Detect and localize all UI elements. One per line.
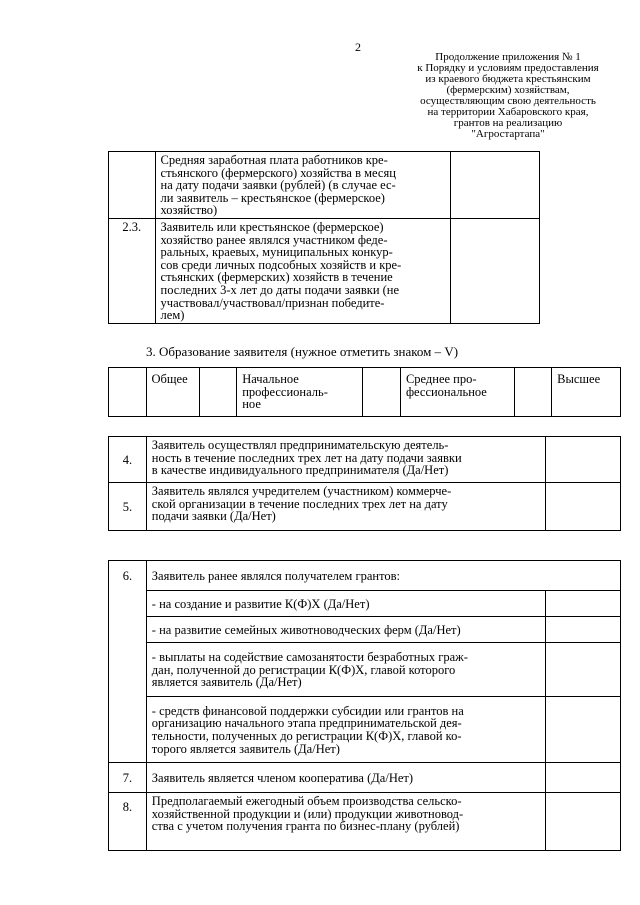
grant-item: - средств финансовой поддержки субсидии или грантов на организацию начального этапа предпринимательской дея- тельности, полученных до регистрации К(Ф)Х, главой ко- торого является заявитель (Да/Нет)	[146, 697, 546, 763]
option-secondary-vocational: Среднее про- фессиональное	[400, 368, 514, 417]
row-number: 4.	[109, 437, 147, 483]
grant-item: - на развитие семейных животноводческих ферм (Да/Нет)	[146, 617, 546, 643]
table-row	[109, 763, 621, 793]
table-row	[109, 437, 621, 483]
header-line: Продолжение приложения № 1	[435, 51, 581, 63]
table-row	[109, 591, 621, 617]
grants-question-title: Заявитель ранее являлся получателем грантов:	[146, 561, 620, 591]
header-line: осуществляющим свою деятельность	[420, 95, 596, 107]
option-primary-vocational: Начальное профессиональ- ное	[237, 368, 363, 417]
header-line: грантов на реализацию	[453, 117, 563, 129]
table-row	[109, 643, 621, 697]
education-table	[108, 367, 621, 417]
answer-cell[interactable]	[546, 697, 621, 763]
row-text: Заявитель осуществлял предпринимательскую деятель- ность в течение последних трех лет на дату подачи заявки в качестве индивидуального предпринимателя (Да/Нет)	[146, 437, 546, 483]
page-number: 2	[355, 40, 361, 54]
header-line: (фермерским) хозяйствам,	[446, 84, 570, 96]
row-text: Предполагаемый ежегодный объем производства сельско- хозяйственной продукции и (или) продукции животновод- ства с учетом получения гранта по бизнес-плану (рублей)	[146, 793, 546, 851]
table-row	[109, 793, 621, 851]
mark-cell[interactable]	[109, 368, 147, 417]
answer-cell[interactable]	[546, 483, 621, 531]
option-higher: Высшее	[552, 368, 621, 417]
row-number: 6.	[109, 561, 147, 763]
table-row	[109, 617, 621, 643]
answer-cell[interactable]	[546, 617, 621, 643]
row-text: Заявитель являлся учредителем (участником) коммерче- ской организации в течение последних трех лет на дату подачи заявки (Да/Нет)	[146, 483, 546, 531]
table-row	[109, 152, 540, 219]
answer-cell[interactable]	[546, 793, 621, 851]
header-line: "Агростартапа"	[471, 128, 545, 140]
row-text: Заявитель или крестьянское (фермерское) хозяйство ранее являлся участником феде- ральных, краевых, муниципальных конкур- сов среди личных подсобных хозяйств и кре- стьянских (фермерских) хозяйств в течение последних 3-х лет до даты подачи заявки (не участвовал/участвовал/признан победите- лем)	[155, 218, 451, 323]
grant-item: - выплаты на содействие самозанятости безработных граж- дан, полученной до регистрации К(Ф)Х, главой которого является заявитель (Да/Нет)	[146, 643, 546, 697]
row-text: Средняя заработная плата работников кре- стьянского (фермерского) хозяйства в месяц на дату подачи заявки (рублей) (в случае ес- ли заявитель – крестьянское (фермерское) хозяйство)	[155, 152, 451, 219]
grant-item: - на создание и развитие К(Ф)Х (Да/Нет)	[146, 591, 546, 617]
appendix-header	[392, 52, 624, 140]
row-number: 8.	[109, 793, 147, 851]
row-number: 2.3.	[109, 218, 156, 323]
row-number	[109, 152, 156, 219]
option-general: Общее	[146, 368, 199, 417]
answer-cell[interactable]	[451, 218, 540, 323]
entrepreneur-table	[108, 436, 621, 531]
income-competition-table	[108, 151, 540, 324]
table-row	[109, 368, 621, 417]
table-row	[109, 218, 540, 323]
row-number: 7.	[109, 763, 147, 793]
answer-cell[interactable]	[546, 591, 621, 617]
answer-cell[interactable]	[546, 643, 621, 697]
mark-cell[interactable]	[199, 368, 237, 417]
table-row	[109, 561, 621, 591]
table-row	[109, 697, 621, 763]
grants-table	[108, 560, 621, 851]
answer-cell[interactable]	[546, 763, 621, 793]
header-line: из краевого бюджета крестьянским	[425, 73, 591, 85]
header-line: к Порядку и условиям предоставления	[417, 62, 599, 74]
table-row	[109, 483, 621, 531]
mark-cell[interactable]	[363, 368, 401, 417]
answer-cell[interactable]	[546, 437, 621, 483]
header-line: на территории Хабаровского края,	[427, 106, 589, 118]
education-title: 3. Образование заявителя (нужное отметить знаком – V)	[146, 344, 459, 359]
row-number: 5.	[109, 483, 147, 531]
row-text: Заявитель является членом кооператива (Да/Нет)	[146, 763, 546, 793]
mark-cell[interactable]	[514, 368, 552, 417]
answer-cell[interactable]	[451, 152, 540, 219]
